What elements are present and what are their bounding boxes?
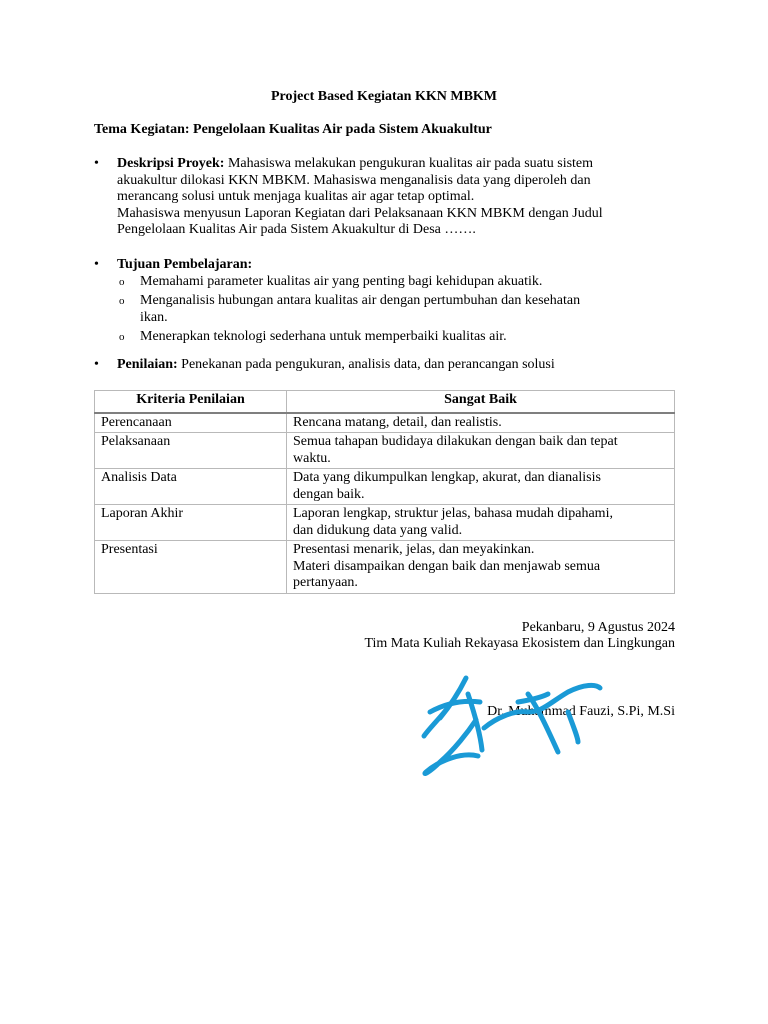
list-item: o Memahami parameter kualitas air yang penting bagi kehidupan akuatik.: [119, 273, 543, 289]
activity-theme: Tema Kegiatan: Pengelolaan Kualitas Air pada Sistem Akuakultur: [94, 122, 492, 137]
circle-outline-icon: o: [119, 275, 125, 288]
description-section: [94, 156, 676, 239]
list-item: o Menganalisis hubungan antara kualitas air dengan pertumbuhan dan kesehatan ikan.: [119, 293, 581, 325]
criterion-cell: Presentasi: [95, 541, 287, 594]
table-row: [95, 433, 675, 469]
signoff-place-date: Pekanbaru, 9 Agustus 2024: [521, 620, 675, 635]
description-cell: Data yang dikumpulkan lengkap, akurat, dan dianalisis dengan baik.: [287, 469, 675, 505]
criterion-cell: Pelaksanaan: [95, 433, 287, 469]
objectives-section: [94, 257, 676, 346]
table-row: [95, 413, 675, 433]
bullet-dot-icon: •: [94, 357, 99, 372]
column-header: Kriteria Penilaian: [95, 391, 287, 413]
circle-outline-icon: o: [119, 331, 125, 343]
description-cell: Presentasi menarik, jelas, dan meyakinkan. Materi disampaikan dengan baik dan menjawab semua pertanyaan.: [287, 541, 675, 594]
description-cell: Laporan lengkap, struktur jelas, bahasa mudah dipahami, dan didukung data yang valid.: [287, 505, 675, 541]
description-label: Deskripsi Proyek:: [117, 156, 225, 171]
bullet-dot-icon: •: [94, 156, 99, 171]
table-header-row: [95, 391, 675, 413]
list-item: o Menerapkan teknologi sederhana untuk memperbaiki kualitas air.: [119, 329, 507, 344]
criterion-cell: Perencanaan: [95, 413, 287, 433]
assessment-text: Penekanan pada pengukuran, analisis data, dan perancangan solusi: [181, 357, 555, 372]
table-row: [95, 469, 675, 505]
signer-name: Dr. Muhammad Fauzi, S.Pi, M.Si: [487, 704, 675, 719]
description-text: Mahasiswa menyusun Laporan Kegiatan dari Pelaksanaan KKN MBKM dengan Judul: [117, 205, 603, 221]
description-cell: Semua tahapan budidaya dilakukan dengan baik dan tepat waktu.: [287, 433, 675, 469]
criterion-cell: Analisis Data: [95, 469, 287, 505]
signature-strokes: [424, 678, 600, 774]
bullet-dot-icon: •: [94, 257, 99, 272]
signoff-team: Tim Mata Kuliah Rekayasa Ekosistem dan Lingkungan: [364, 636, 675, 651]
circle-outline-icon: o: [119, 295, 125, 307]
description-cell: Rencana matang, detail, dan realistis.: [287, 413, 675, 433]
assessment-label: Penilaian:: [117, 357, 178, 372]
document-title: Project Based Kegiatan KKN MBKM: [270, 89, 498, 104]
column-header: Sangat Baik: [287, 391, 675, 413]
description-text: Pengelolaan Kualitas Air pada Sistem Akuakultur di Desa …….: [117, 222, 476, 237]
description-text: akuakultur dilokasi KKN MBKM. Mahasiswa menganalisis data yang diperoleh dan: [117, 172, 591, 188]
assessment-table: [94, 390, 675, 594]
objectives-label: Tujuan Pembelajaran:: [117, 257, 253, 272]
assessment-section: [94, 357, 676, 374]
description-text: Mahasiswa melakukan pengukuran kualitas air pada suatu sistem: [227, 156, 594, 171]
handwritten-signature: [418, 672, 618, 784]
criterion-cell: Laporan Akhir: [95, 505, 287, 541]
objectives-list: [94, 274, 676, 346]
description-text: merancang solusi untuk menjaga kualitas air agar tetap optimal.: [117, 189, 475, 204]
table-row: [95, 541, 675, 594]
table-row: [95, 505, 675, 541]
